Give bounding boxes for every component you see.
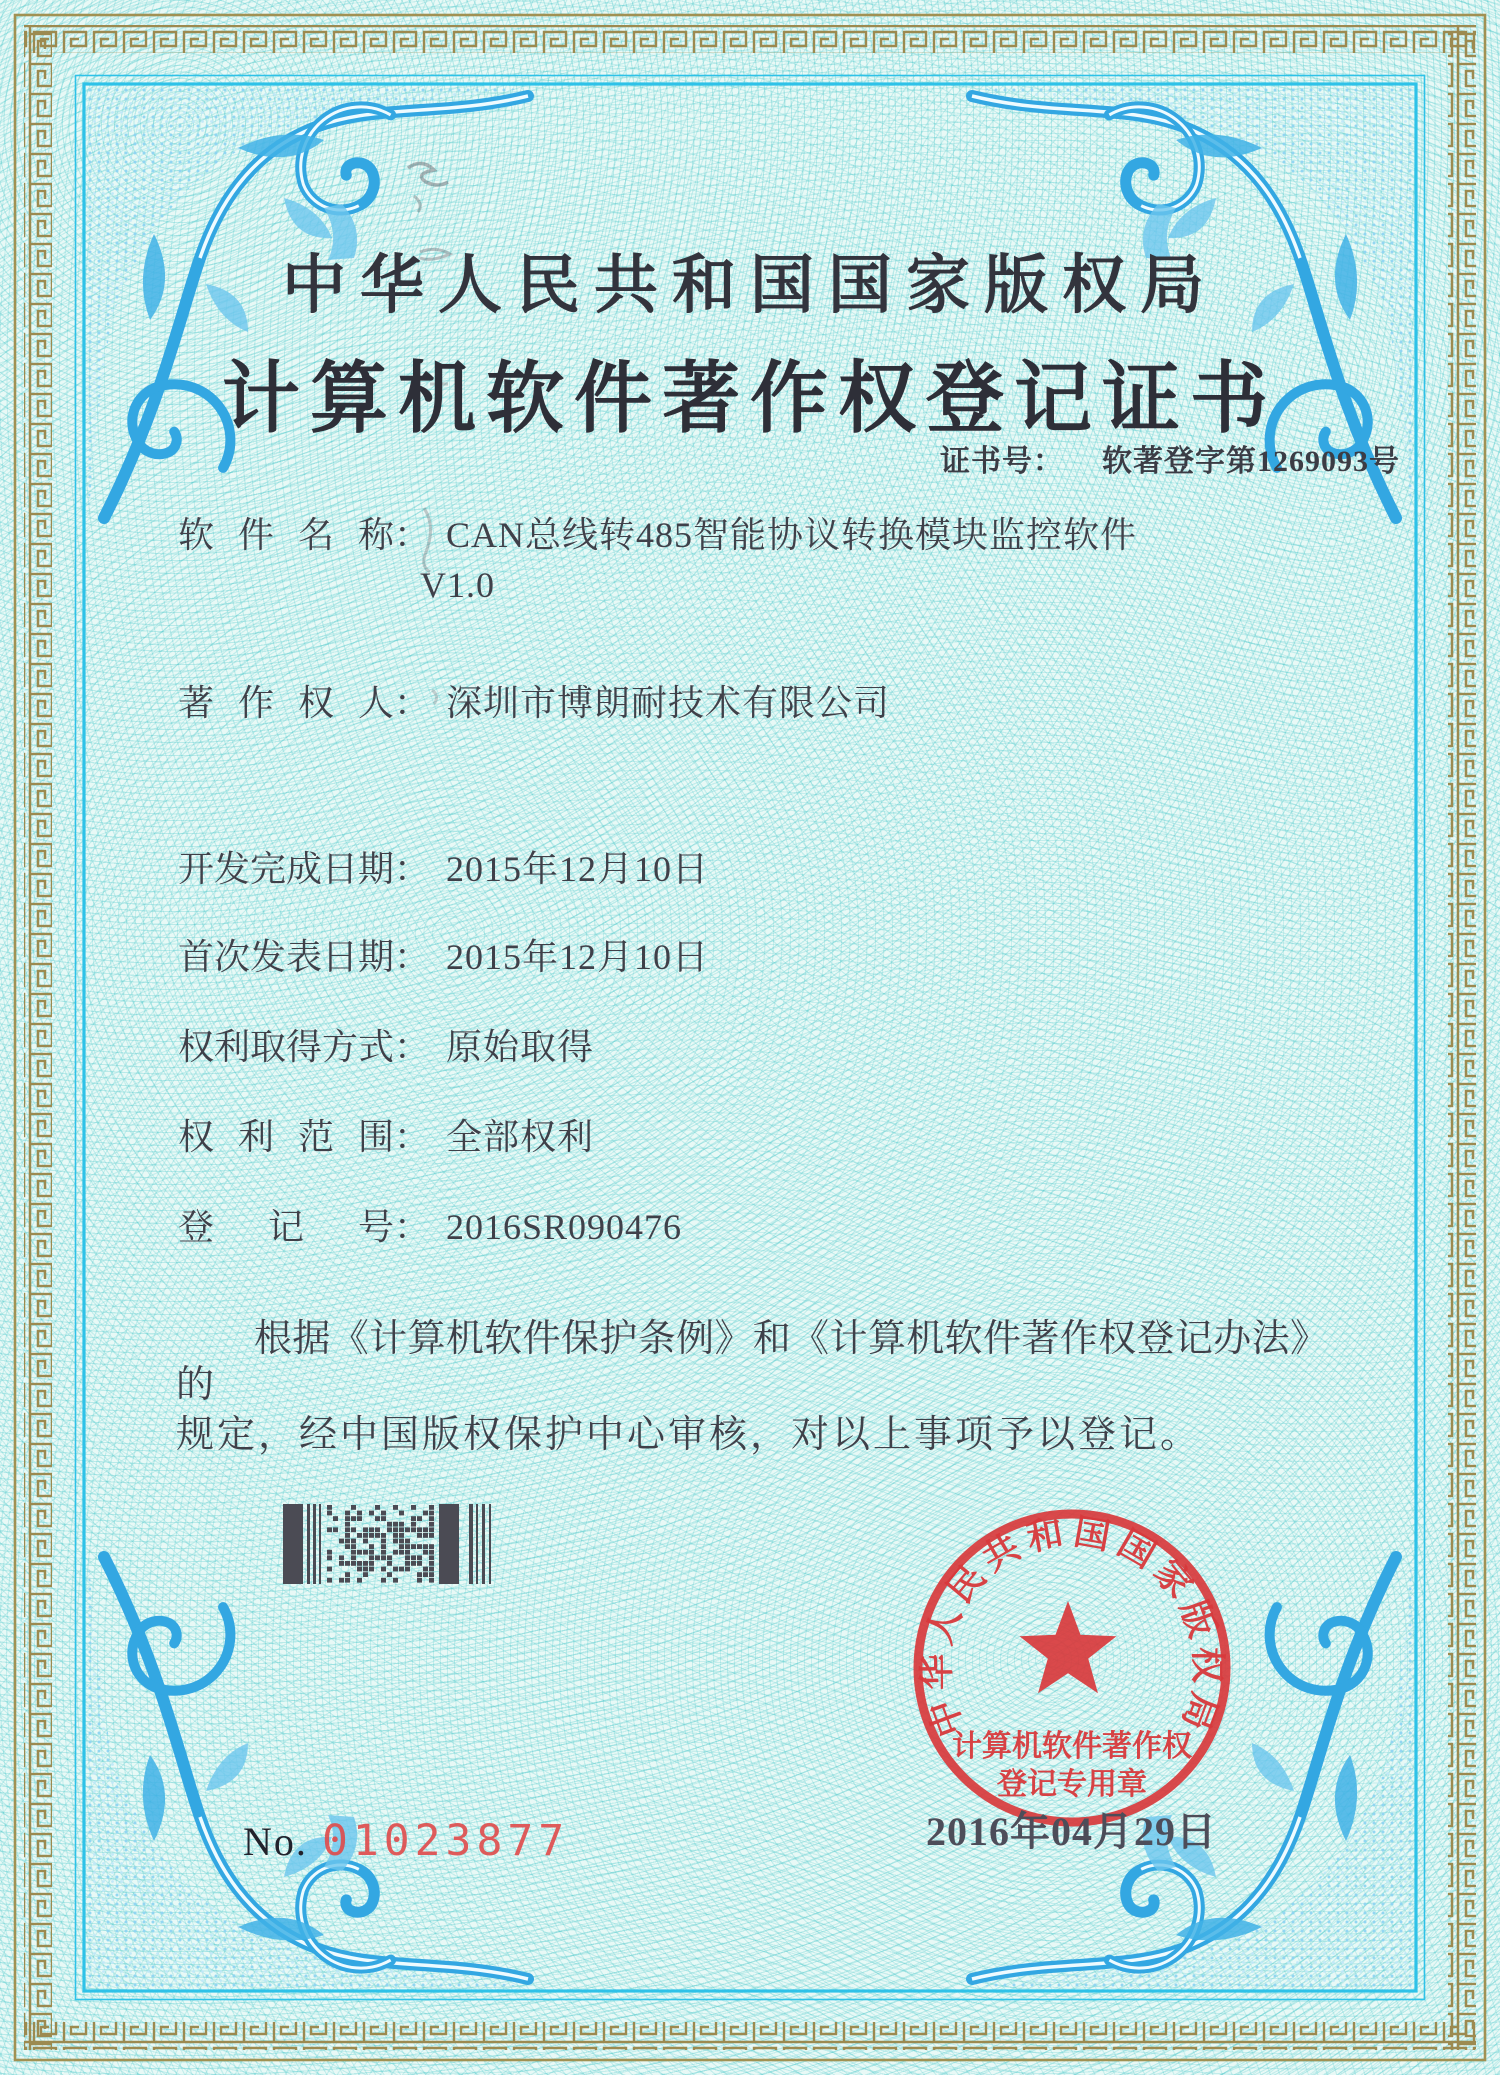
corner-ornament-bottom-left	[88, 1547, 528, 1987]
field-value: 深圳市博朗耐技术有限公司	[446, 683, 891, 723]
field-value: CAN总线转485智能协议转换模块监控软件	[446, 515, 1138, 555]
field-value: 全部权利	[446, 1117, 595, 1157]
field-colon: ：	[394, 683, 431, 723]
registration-date: 2016年04月29日	[926, 1809, 1217, 1854]
field-label: 著作权人	[178, 683, 394, 723]
field-colon: ：	[394, 849, 431, 889]
certificate-number-label: 证书号：	[940, 445, 1064, 478]
meander-border-left	[24, 25, 52, 2050]
field-colon: ：	[394, 1207, 431, 1247]
field-colon: ：	[394, 1027, 431, 1067]
field-row-rights-acquisition	[178, 1024, 594, 1070]
meander-border-right	[1448, 25, 1476, 2050]
seal-text-line1: 计算机软件著作权	[952, 1730, 1192, 1763]
serial-number-value: 01023877	[322, 1816, 570, 1866]
field-row-rights-scope	[178, 1114, 594, 1160]
field-row-registration-number	[178, 1204, 682, 1250]
field-label: 软件名称	[178, 515, 394, 555]
seal-arc-text: 中华人民共和国国家版权局	[916, 1511, 1228, 1742]
meander-border-top	[24, 25, 1476, 53]
serial-number-label: No.	[243, 1819, 308, 1864]
seal-star-icon	[1019, 1601, 1116, 1693]
meander-border-bottom	[24, 2022, 1476, 2050]
field-row-completion-date	[178, 846, 709, 892]
field-label: 首次发表日期	[178, 937, 395, 977]
statement-line-1: 根据《计算机软件保护条例》和《计算机软件著作权登记办法》的	[176, 1318, 1328, 1406]
certificate-number-value: 软著登字第1269093号	[1102, 445, 1400, 478]
field-label: 开发完成日期	[178, 849, 395, 889]
field-row-software-name	[178, 512, 1137, 558]
issuer-title: 中华人民共和国国家版权局	[282, 250, 1218, 321]
certificate-number-line	[940, 436, 1400, 480]
field-colon: ：	[394, 515, 431, 555]
field-value: 原始取得	[446, 1027, 595, 1067]
field-label: 登记号	[178, 1207, 394, 1247]
field-value: 2016SR090476	[446, 1207, 683, 1247]
field-row-copyright-owner	[178, 680, 890, 726]
statement-line-2: 规定，经中国版权保护中心审核，对以上事项予以登记。	[176, 1414, 1202, 1456]
field-value-version: V1.0	[420, 565, 495, 605]
field-label: 权利范围	[178, 1117, 394, 1157]
field-value: 2015年12月10日	[446, 937, 710, 977]
field-label: 权利取得方式	[178, 1027, 395, 1067]
certificate-title: 计算机软件著作权登记证书	[221, 355, 1278, 442]
official-seal	[902, 1498, 1242, 1838]
seal-text-line2: 登记专用章	[997, 1768, 1147, 1801]
field-colon: ：	[394, 937, 431, 977]
field-row-first-publication-date	[178, 934, 709, 980]
field-value: 2015年12月10日	[446, 849, 710, 889]
barcode-2d	[283, 1504, 507, 1584]
field-colon: ：	[394, 1117, 431, 1157]
